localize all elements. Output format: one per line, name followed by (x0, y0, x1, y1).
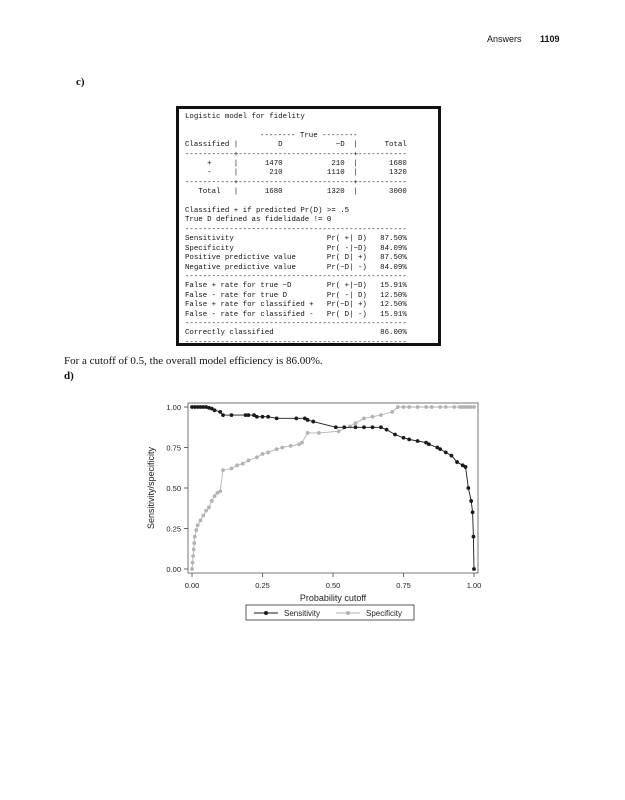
data-point-sensitivity (466, 486, 470, 490)
data-point-sensitivity (247, 413, 251, 417)
y-tick-label: 0.25 (166, 524, 181, 534)
y-tick-label: 0.00 (166, 565, 181, 574)
data-point-sensitivity (407, 438, 411, 442)
data-point-specificity (390, 410, 394, 414)
data-point-sensitivity (230, 413, 234, 417)
x-tick-label: 1.00 (466, 581, 482, 590)
data-point-sensitivity (342, 425, 346, 429)
data-point-sensitivity (471, 510, 475, 514)
part-d-label: d) (64, 370, 74, 382)
data-point-specificity (191, 554, 195, 558)
data-point-sensitivity (438, 447, 442, 451)
stata-separator: -----------+--------------------------+----------- (185, 178, 407, 187)
data-point-sensitivity (371, 425, 375, 429)
stata-true-definition: True D defined as fidelidade != 0 (185, 216, 332, 225)
running-header-section: Answers (487, 34, 522, 44)
data-point-specificity (192, 541, 196, 545)
x-tick-label: 0.25 (255, 581, 270, 590)
data-point-specificity (201, 514, 205, 518)
chart-legend (246, 605, 414, 620)
stata-column-header: Classified | D ~D | Total (185, 141, 407, 150)
data-point-specificity (230, 467, 234, 471)
data-point-specificity (396, 405, 400, 409)
data-point-sensitivity (275, 416, 279, 420)
data-point-sensitivity (469, 499, 473, 503)
data-point-specificity (241, 462, 245, 466)
data-point-specificity (444, 405, 448, 409)
x-axis (185, 573, 482, 590)
series-specificity (190, 405, 476, 571)
stata-ppv: Positive predictive value Pr( D| +) 87.50% (185, 254, 407, 263)
y-tick-label: 0.50 (166, 484, 181, 493)
data-point-sensitivity (218, 410, 222, 414)
series-line-specificity (192, 407, 474, 569)
data-point-specificity (193, 535, 197, 539)
sensitivity-specificity-chart (140, 395, 485, 625)
data-point-sensitivity (379, 425, 383, 429)
y-tick-label: 0.75 (166, 443, 181, 453)
series-sensitivity (190, 405, 476, 571)
stata-output-box (176, 106, 441, 346)
data-point-sensitivity (393, 433, 397, 437)
data-point-specificity (402, 405, 406, 409)
legend-label-specificity: Specificity (366, 609, 403, 618)
data-point-specificity (213, 494, 217, 498)
data-point-specificity (261, 452, 265, 456)
data-point-specificity (218, 489, 222, 493)
data-point-specificity (207, 506, 211, 510)
x-tick-label: 0.00 (184, 581, 200, 590)
stata-separator: -----------+--------------------------+----------- (185, 150, 407, 159)
data-point-sensitivity (334, 425, 338, 429)
page-number: 1109 (540, 34, 560, 44)
stata-dash-line: -------------------------------------------------- (185, 225, 407, 234)
x-tick-label: 0.75 (396, 581, 411, 590)
data-point-specificity (424, 405, 428, 409)
data-point-specificity (221, 468, 225, 472)
data-point-specificity (196, 523, 200, 527)
data-point-sensitivity (472, 535, 476, 539)
cutoff-conclusion: For a cutoff of 0.5, the overall model efficiency is 86.00%. (64, 355, 323, 367)
stata-true-header: -------- True -------- (260, 131, 358, 140)
data-point-specificity (416, 405, 420, 409)
stata-npv: Negative predictive value Pr(~D| -) 84.09% (185, 263, 407, 272)
legend-marker-specificity (346, 611, 350, 615)
stata-false-neg-classified: False - rate for classified - Pr( D| -) 15.91% (185, 310, 407, 319)
data-point-sensitivity (402, 436, 406, 440)
data-point-specificity (280, 446, 284, 450)
data-point-sensitivity (306, 418, 310, 422)
data-point-sensitivity (294, 416, 298, 420)
stata-row-total: Total | 1680 1320 | 3000 (185, 188, 407, 197)
stata-row-positive: + | 1470 210 | 1680 (185, 160, 407, 169)
data-point-specificity (438, 405, 442, 409)
y-tick-label: 1.00 (166, 403, 181, 412)
data-point-specificity (235, 463, 239, 467)
data-point-specificity (190, 567, 194, 571)
data-point-specificity (407, 405, 411, 409)
data-point-specificity (354, 421, 358, 425)
legend-marker-sensitivity (264, 611, 268, 615)
data-point-specificity (337, 429, 341, 433)
x-tick-label: 0.50 (325, 581, 341, 590)
data-point-specificity (317, 431, 321, 435)
data-point-sensitivity (311, 420, 315, 424)
data-point-sensitivity (455, 460, 459, 464)
stata-title: Logistic model for fidelity (185, 113, 305, 121)
data-point-specificity (379, 413, 383, 417)
data-point-sensitivity (472, 567, 476, 571)
stata-dash-line: -------------------------------------------------- (185, 319, 407, 328)
data-point-specificity (247, 459, 251, 463)
data-point-specificity (306, 431, 310, 435)
data-point-sensitivity (266, 415, 270, 419)
data-point-sensitivity (221, 413, 225, 417)
plot-area-frame (188, 403, 478, 573)
stata-row-negative: - | 210 1110 | 1320 (185, 169, 407, 178)
stata-false-pos-classified: False + rate for classified + Pr(~D| +) 12.50% (185, 301, 407, 310)
data-point-specificity (192, 548, 196, 552)
data-point-specificity (275, 447, 279, 451)
data-point-specificity (472, 405, 476, 409)
data-point-sensitivity (427, 442, 431, 446)
series-line-sensitivity (192, 407, 474, 569)
part-c-label: c) (76, 76, 85, 88)
stata-dash-line: -------------------------------------------------- (185, 272, 407, 281)
data-point-sensitivity (464, 465, 468, 469)
y-axis (166, 403, 188, 574)
stata-output (185, 113, 407, 348)
stata-dash-line: -------------------------------------------------- (185, 338, 407, 347)
data-point-sensitivity (213, 408, 217, 412)
legend-label-sensitivity: Sensitivity (284, 609, 321, 618)
data-point-sensitivity (362, 425, 366, 429)
data-point-sensitivity (354, 425, 358, 429)
data-point-specificity (191, 561, 195, 565)
data-point-specificity (371, 415, 375, 419)
data-point-sensitivity (255, 415, 259, 419)
stata-false-neg-true-d: False - rate for true D Pr( -| D) 12.50% (185, 291, 407, 300)
y-axis-label: Sensitivity/specificity (146, 446, 156, 530)
data-point-specificity (348, 425, 352, 429)
stata-correctly-classified: Correctly classified 86.00% (185, 329, 407, 338)
series-layer (190, 405, 476, 571)
stata-false-pos-true-nd: False + rate for true ~D Pr( +|~D) 15.91% (185, 282, 407, 291)
data-point-specificity (430, 405, 434, 409)
stata-sensitivity: Sensitivity Pr( +| D) 87.50% (185, 235, 407, 244)
data-point-sensitivity (450, 454, 454, 458)
data-point-specificity (210, 499, 214, 503)
data-point-specificity (289, 444, 293, 448)
data-point-sensitivity (385, 428, 389, 432)
stata-specificity: Specificity Pr( -|~D) 84.09% (185, 244, 407, 253)
data-point-specificity (300, 441, 304, 445)
x-axis-label: Probability cutoff (299, 593, 367, 603)
stata-rule-line: Classified + if predicted Pr(D) >= .5 (185, 207, 350, 216)
data-point-sensitivity (416, 439, 420, 443)
data-point-specificity (204, 509, 208, 513)
data-point-specificity (255, 455, 259, 459)
data-point-sensitivity (261, 415, 265, 419)
data-point-specificity (362, 416, 366, 420)
data-point-specificity (199, 519, 203, 523)
data-point-specificity (266, 450, 270, 454)
data-point-specificity (452, 405, 456, 409)
data-point-sensitivity (444, 450, 448, 454)
data-point-specificity (194, 528, 198, 532)
